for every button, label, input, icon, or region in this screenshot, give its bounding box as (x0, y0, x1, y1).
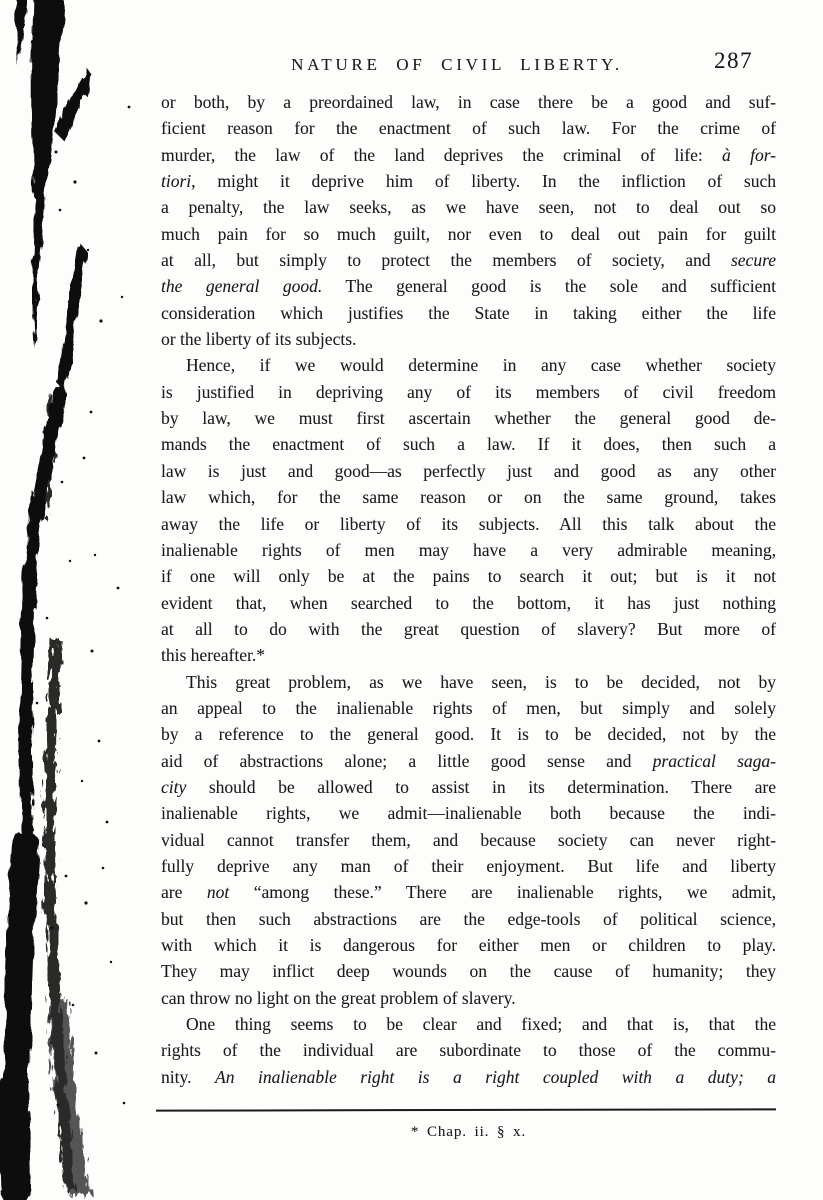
text-line (161, 563, 776, 589)
text: by law, we must first ascertain whether the general good de- (161, 408, 776, 429)
italic-text: city (161, 776, 187, 797)
text: are (161, 882, 207, 903)
text-line (161, 142, 776, 168)
paragraph (161, 1011, 776, 1090)
text: “among these.” There are inalienable rights, we admit, (229, 882, 776, 903)
text: consideration which justifies the State in taking either the life (161, 302, 776, 323)
text-line (161, 774, 776, 800)
text-line (161, 827, 776, 853)
paragraph (161, 352, 776, 668)
text-line (161, 800, 776, 826)
italic-text: not (206, 882, 230, 903)
text: or the liberty of its subjects. (161, 329, 357, 350)
text: rights of the individual are subordinate to those of the commu- (161, 1040, 776, 1061)
text: Hence, if we would determine in any case whether society (186, 355, 776, 376)
text-line (161, 642, 776, 668)
footnote-divider (156, 1108, 776, 1111)
scan-binding-artifact (0, 0, 160, 1200)
italic-text: à for- (722, 144, 776, 165)
text-line (161, 748, 776, 774)
text-line (161, 221, 776, 247)
text: nity. (161, 1066, 215, 1087)
text: at all, but simply to protect the members of society, and (161, 250, 731, 271)
text-line (161, 89, 776, 115)
text-line (161, 985, 776, 1011)
text-line (161, 590, 776, 616)
text: or both, by a preordained law, in case there be a good and suf- (161, 92, 776, 112)
text-line (161, 958, 776, 984)
text: vidual cannot transfer them, and because society can never right- (161, 829, 776, 850)
text: This great problem, as we have seen, is to be decided, not by (186, 671, 776, 692)
paragraph (161, 89, 776, 352)
text: The general good is the sole and sufficient (322, 276, 776, 297)
text-line (161, 511, 776, 537)
text: aid of abstractions alone; a little good sense and (161, 750, 653, 771)
text-line (161, 273, 776, 299)
text-line (161, 194, 776, 220)
text: should be allowed to assist in its determination. There are (186, 776, 776, 797)
italic-text: the general good. (161, 276, 323, 297)
text-line (161, 932, 776, 958)
text: if one will only be at the pains to search it out; but is it not (161, 566, 776, 587)
text: but then such abstractions are the edge-tools of political science, (161, 908, 776, 929)
text: an appeal to the inalienable rights of men, but simply and solely (161, 697, 776, 718)
text-line (161, 405, 776, 431)
italic-text: practical saga- (652, 750, 776, 771)
text: law is just and good—as perfectly just and good as any other (161, 460, 776, 481)
text: much pain for so much guilt, nor even to deal out pain for guilt (161, 223, 776, 244)
running-header-title: NATURE OF CIVIL LIBERTY. (291, 55, 623, 74)
body-text (161, 89, 776, 1090)
italic-text: An inalienable right is a right coupled with a duty; a (215, 1066, 776, 1087)
text: at all to do with the great question of slavery? But more of (161, 618, 776, 639)
text: is justified in depriving any of its members of civil freedom (161, 381, 776, 402)
text-line (161, 537, 776, 563)
text: by a reference to the general good. It is to be decided, not by the (161, 724, 776, 745)
text-line (161, 1064, 776, 1090)
text: a penalty, the law seeks, as we have seen, not to deal out so (161, 197, 776, 218)
italic-text: tiori (161, 171, 192, 192)
text: evident that, when searched to the bottom, it has just nothing (161, 592, 776, 613)
footnote: * Chap. ii. § x. (410, 1124, 527, 1140)
text: , might it deprive him of liberty. In the infliction of such (191, 171, 776, 192)
text-line (161, 300, 776, 326)
text: inalienable rights of men may have a very admirable meaning, (161, 539, 776, 560)
text-line (161, 458, 776, 484)
text-line (161, 721, 776, 747)
text-line (161, 484, 776, 510)
page-number: 287 (714, 48, 753, 73)
text-line (161, 379, 776, 405)
text: ficient reason for the enactment of such law. For the crime of (161, 118, 776, 139)
text: away the life or liberty of its subjects. All this talk about the (161, 513, 776, 534)
text-line (161, 879, 776, 905)
text-line (161, 247, 776, 273)
text-line (161, 695, 776, 721)
text-line (161, 352, 776, 378)
text: They may inflict deep wounds on the cause of humanity; they (161, 961, 776, 982)
text-line (161, 431, 776, 457)
text: with which it is dangerous for either men or children to play. (161, 935, 776, 955)
text: mands the enactment of such a law. If it does, then such a (161, 434, 776, 455)
text-line (161, 326, 776, 352)
text-line (161, 115, 776, 141)
text: fully deprive any man of their enjoyment. But life and liberty (161, 855, 776, 876)
text-line (161, 669, 776, 695)
text: murder, the law of the land deprives the criminal of life: (161, 144, 723, 165)
text-line (161, 906, 776, 932)
text-line (161, 853, 776, 879)
text-line (161, 616, 776, 642)
text: can throw no light on the great problem of slavery. (161, 987, 516, 1008)
text: this hereafter.* (161, 645, 265, 666)
text: inalienable rights, we admit—inalienable both because the indi- (161, 803, 776, 824)
text-line (161, 168, 776, 194)
paragraph (161, 669, 776, 1011)
text-line (161, 1037, 776, 1063)
italic-text: secure (730, 250, 776, 271)
text-line (161, 1011, 776, 1037)
text: One thing seems to be clear and fixed; and that is, that the (186, 1014, 776, 1035)
text: law which, for the same reason or on the same ground, takes (161, 487, 776, 508)
